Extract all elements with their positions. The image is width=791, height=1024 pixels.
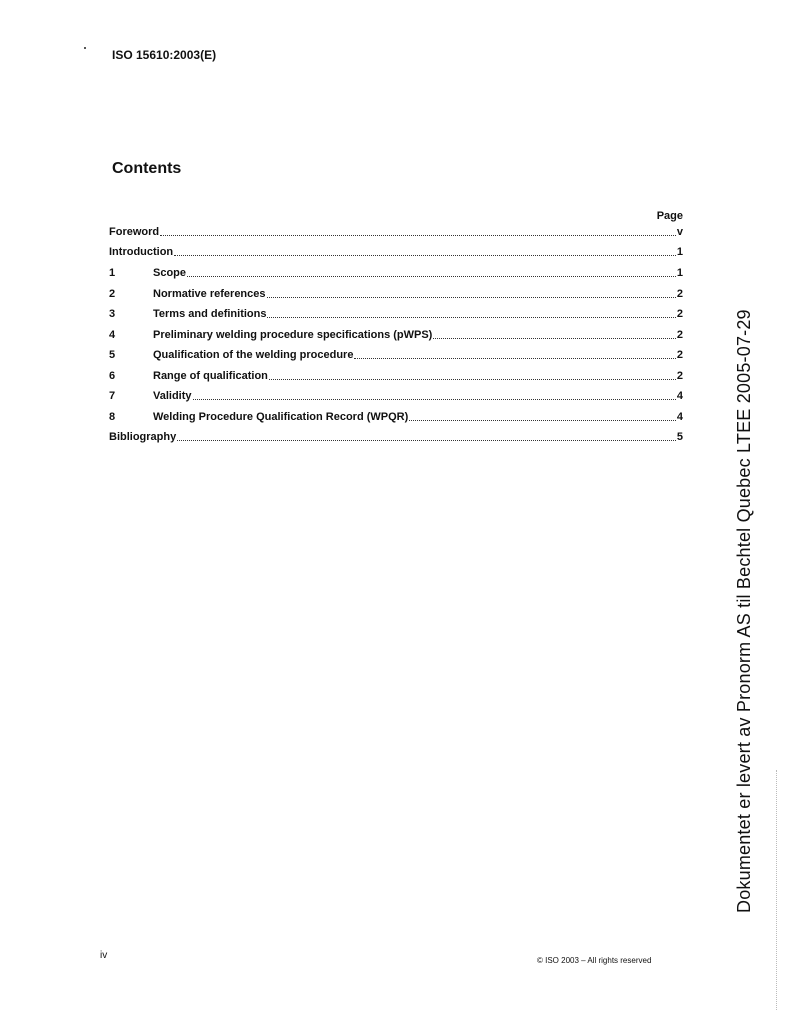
toc-dot-leader bbox=[174, 254, 676, 256]
toc-dot-leader bbox=[187, 275, 676, 277]
toc-dot-leader bbox=[269, 378, 676, 380]
scan-speck bbox=[84, 47, 86, 49]
toc-dot-leader bbox=[177, 439, 676, 441]
toc-entry-number: 6 bbox=[109, 370, 116, 382]
toc-entry[interactable] bbox=[109, 266, 683, 280]
toc-entry-page: 2 bbox=[676, 308, 683, 320]
toc-dot-leader bbox=[354, 357, 675, 359]
document-id: ISO 15610:2003(E) bbox=[112, 48, 217, 62]
page-column-label: Page bbox=[656, 210, 683, 222]
toc-dot-leader bbox=[160, 234, 676, 236]
contents-heading: Contents bbox=[112, 160, 182, 177]
toc-entry[interactable] bbox=[109, 245, 683, 259]
page-number: iv bbox=[100, 950, 108, 961]
toc-entry-title: Introduction bbox=[109, 246, 174, 258]
toc-entry-number: 5 bbox=[109, 349, 116, 361]
toc-entry-page: 2 bbox=[676, 349, 683, 361]
toc-entry-page: 2 bbox=[676, 370, 683, 382]
toc-dot-leader bbox=[267, 296, 676, 298]
toc-entry[interactable] bbox=[109, 430, 683, 444]
toc-entry-page: 1 bbox=[676, 267, 683, 279]
toc-entry-page: 1 bbox=[676, 246, 683, 258]
toc-entry-page: 2 bbox=[676, 288, 683, 300]
toc-entry-number: 2 bbox=[109, 288, 116, 300]
toc-dot-leader bbox=[409, 419, 676, 421]
toc-entry[interactable] bbox=[109, 348, 683, 362]
toc-entry[interactable] bbox=[109, 369, 683, 383]
toc-entry-page: 4 bbox=[676, 411, 683, 423]
toc-entry-title: Qualification of the welding procedure bbox=[153, 349, 354, 361]
toc-entry-number: 4 bbox=[109, 329, 116, 341]
toc-entry-title: Preliminary welding procedure specifications (pWPS) bbox=[153, 329, 433, 341]
distribution-watermark: Dokumentet er levert av Pronorm AS til Bechtel Quebec LTEE 2005-07-29 bbox=[734, 309, 754, 913]
toc-entry[interactable] bbox=[109, 410, 683, 424]
toc-entry-number: 3 bbox=[109, 308, 116, 320]
toc-entry-title: Scope bbox=[153, 267, 187, 279]
toc-entry-page: 2 bbox=[676, 329, 683, 341]
copyright-notice: © ISO 2003 – All rights reserved bbox=[537, 956, 652, 965]
toc-entry-page: 4 bbox=[676, 390, 683, 402]
toc-entry-title: Range of qualification bbox=[153, 370, 268, 382]
toc-entry-page: v bbox=[676, 226, 683, 238]
toc-entry-title: Welding Procedure Qualification Record (WPQR) bbox=[153, 411, 409, 423]
toc-entry-title: Bibliography bbox=[109, 431, 177, 443]
toc-entry-number: 8 bbox=[109, 411, 116, 423]
toc-entry[interactable] bbox=[109, 287, 683, 301]
toc-entry[interactable] bbox=[109, 225, 683, 239]
toc-entry-title: Terms and definitions bbox=[153, 308, 267, 320]
toc-entry-number: 1 bbox=[109, 267, 116, 279]
toc-entry-title: Validity bbox=[153, 390, 192, 402]
toc-entry-page: 5 bbox=[676, 431, 683, 443]
toc-entry-number: 7 bbox=[109, 390, 116, 402]
toc-dot-leader bbox=[433, 337, 676, 339]
toc-entry-title: Normative references bbox=[153, 288, 266, 300]
toc-entry-title: Foreword bbox=[109, 226, 160, 238]
toc-dot-leader bbox=[267, 316, 675, 318]
scan-edge-artifact bbox=[776, 770, 778, 1010]
toc-entry[interactable] bbox=[109, 328, 683, 342]
toc-entry[interactable] bbox=[109, 389, 683, 403]
toc-entry[interactable] bbox=[109, 307, 683, 321]
toc-dot-leader bbox=[193, 398, 676, 400]
